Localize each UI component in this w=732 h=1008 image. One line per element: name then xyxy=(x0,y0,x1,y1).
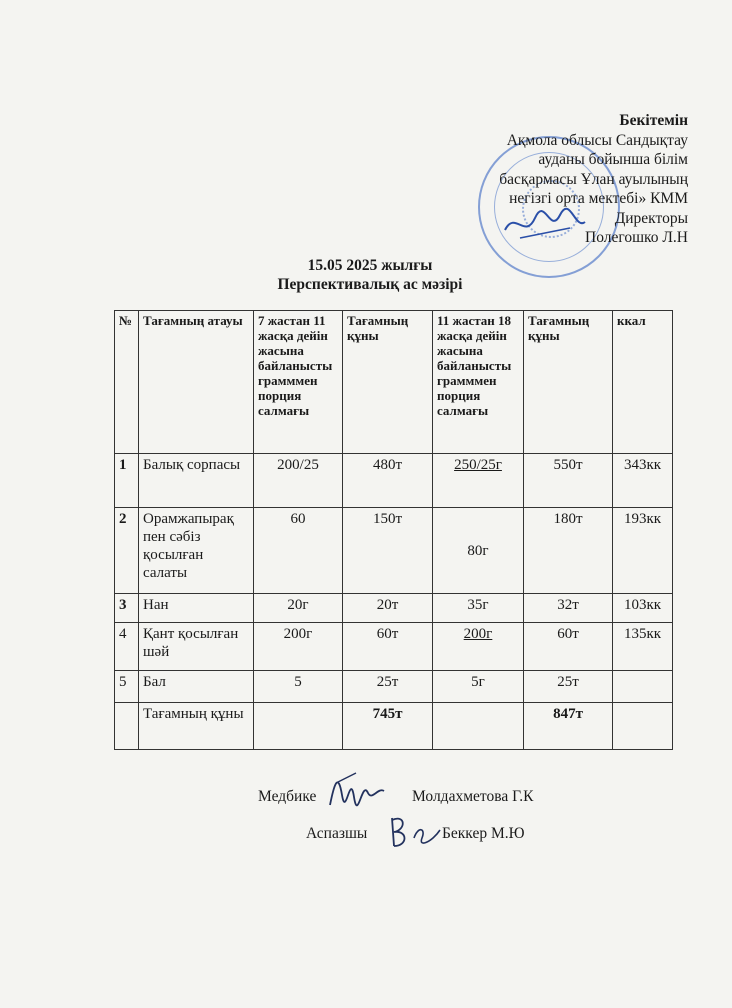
cook-role: Аспазшы xyxy=(306,825,368,842)
row-cost-7-11: 25т xyxy=(343,671,433,703)
menu-title: Перспективалық ас мәзірі xyxy=(277,276,463,293)
director-signature xyxy=(500,200,590,250)
row-cost-11-18: 32т xyxy=(524,594,613,623)
row-cost-7-11: 150т xyxy=(343,508,433,594)
row-portion-7-11: 5 xyxy=(254,671,343,703)
row-name: Қант қосылған шәй xyxy=(139,623,254,671)
cook-signature xyxy=(388,808,446,854)
header-portion-11-18: 11 жастан 18 жасқа дейін жасына байланысты грамммен порция салмағы xyxy=(433,311,524,454)
header-cost-11-18: Тағамның құны xyxy=(524,311,613,454)
row-portion-11-18: 250/25г xyxy=(433,454,524,508)
row-cost-11-18: 60т xyxy=(524,623,613,671)
cook-name: Беккер М.Ю xyxy=(442,825,525,842)
row-name: Нан xyxy=(139,594,254,623)
row-portion-11-18: 5г xyxy=(433,671,524,703)
total-label: Тағамның құны xyxy=(139,703,254,750)
approval-line: ауданы бойынша білім xyxy=(538,151,688,168)
date-line: 15.05 2025 жылғы xyxy=(307,257,433,274)
row-num: 4 xyxy=(115,623,139,671)
row-cost-7-11: 480т xyxy=(343,454,433,508)
approval-line: Полегошко Л.Н xyxy=(585,229,688,246)
row-portion-11-18: 80г xyxy=(433,508,524,594)
row-num: 3 xyxy=(115,594,139,623)
table-total-row xyxy=(115,703,673,750)
row-num: 2 xyxy=(115,508,139,594)
row-cost-11-18: 25т xyxy=(524,671,613,703)
approval-line: басқармасы Ұлан ауылының xyxy=(499,170,688,188)
row-name: Балық сорпасы xyxy=(139,454,254,508)
row-name: Орамжапырақ пен сәбіз қосылған салаты xyxy=(139,508,254,594)
row-kcal: 193кк xyxy=(613,508,673,594)
approval-line: Ақмола облысы Сандықтау xyxy=(506,131,688,149)
row-cost-11-18: 550т xyxy=(524,454,613,508)
table-row xyxy=(115,454,673,508)
header-name: Тағамның атауы xyxy=(139,311,254,454)
approval-line: негізгі орта мектебі» КММ xyxy=(509,190,688,207)
menu-table xyxy=(114,310,673,750)
row-kcal: 343кк xyxy=(613,454,673,508)
header-num: № xyxy=(115,311,139,454)
row-portion-7-11: 20г xyxy=(254,594,343,623)
table-row xyxy=(115,623,673,671)
total-cost-7-11: 745т xyxy=(343,703,433,750)
header-portion-7-11: 7 жастан 11 жасқа дейін жасына байланысты грамммен порция салмағы xyxy=(254,311,343,454)
table-row xyxy=(115,671,673,703)
table-row xyxy=(115,594,673,623)
row-cost-7-11: 60т xyxy=(343,623,433,671)
row-portion-7-11: 200г xyxy=(254,623,343,671)
total-cost-11-18: 847т xyxy=(524,703,613,750)
approval-title: Бекітемін xyxy=(619,112,688,129)
nurse-signature xyxy=(326,765,388,813)
row-cost-7-11: 20т xyxy=(343,594,433,623)
row-name: Бал xyxy=(139,671,254,703)
document-title-block xyxy=(240,256,500,294)
header-kcal: ккал xyxy=(613,311,673,454)
row-kcal: 103кк xyxy=(613,594,673,623)
row-kcal xyxy=(613,671,673,703)
approval-line: Директоры xyxy=(614,209,688,227)
row-num: 5 xyxy=(115,671,139,703)
row-portion-11-18: 200г xyxy=(433,623,524,671)
row-cost-11-18: 180т xyxy=(524,508,613,594)
table-row xyxy=(115,508,673,594)
table-header-row xyxy=(115,311,673,454)
header-cost-7-11: Тағамның құны xyxy=(343,311,433,454)
nurse-role: Медбике xyxy=(258,788,317,805)
row-portion-11-18: 35г xyxy=(433,594,524,623)
row-kcal: 135кк xyxy=(613,623,673,671)
row-portion-7-11: 60 xyxy=(254,508,343,594)
row-num: 1 xyxy=(115,454,139,508)
nurse-name: Молдахметова Г.К xyxy=(412,788,534,805)
row-portion-7-11: 200/25 xyxy=(254,454,343,508)
